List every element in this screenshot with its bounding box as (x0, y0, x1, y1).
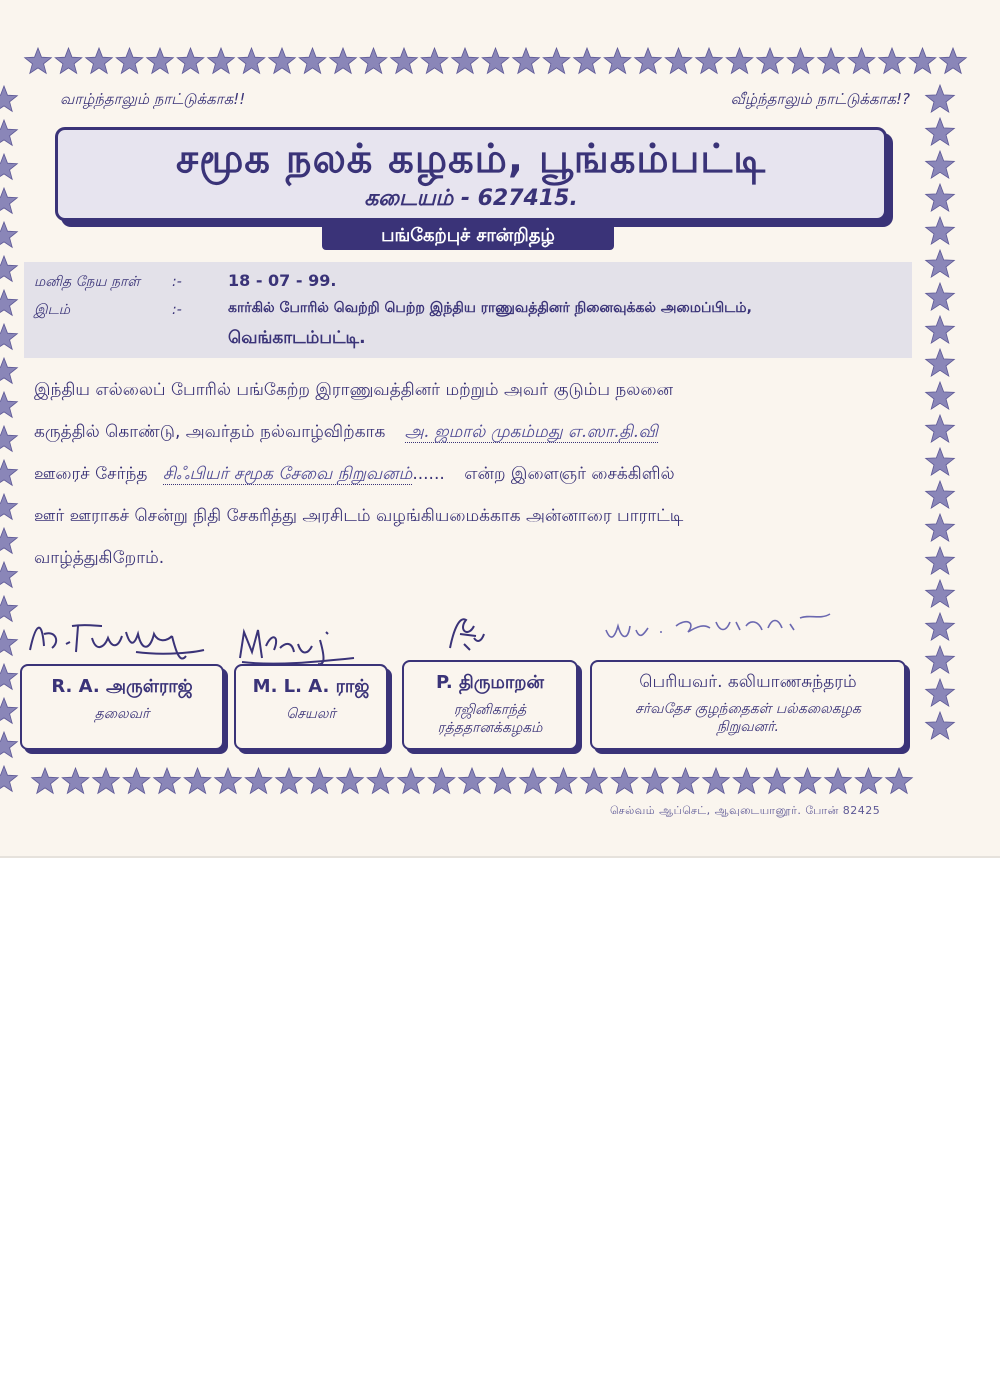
border-star (93, 768, 120, 793)
event-place-value-line1: கார்கில் போரில் வெற்றி பெற்ற இந்திய ராணுவத்தினர் நினைவுக்கல் அமைப்பிடம், (228, 300, 752, 316)
border-star (909, 48, 936, 73)
border-star (520, 768, 547, 793)
event-place-separator: :- (172, 302, 182, 318)
border-star (276, 768, 303, 793)
border-star (25, 48, 52, 73)
border-star (764, 768, 791, 793)
body-line-4: ஊர் ஊராகச் சென்று நிதி சேகரித்து அரசிடம் வழங்கியமைக்காக அன்னாரை பாராட்டி (34, 506, 684, 526)
border-star (787, 48, 814, 73)
border-star (452, 48, 479, 73)
border-star (0, 358, 17, 383)
border-star (818, 48, 845, 73)
border-star (855, 768, 882, 793)
border-star (926, 448, 955, 475)
border-star (367, 768, 394, 793)
border-star (926, 250, 955, 277)
border-star (581, 768, 608, 793)
border-star (926, 646, 955, 673)
border-star (428, 768, 455, 793)
event-details-panel (24, 262, 912, 358)
event-place-label: இடம் (34, 302, 71, 318)
border-star (330, 48, 357, 73)
border-star (0, 630, 17, 655)
body-line-3 (34, 464, 675, 486)
signatory-box-1 (20, 664, 224, 750)
border-star (940, 48, 967, 73)
border-star (0, 766, 17, 791)
body-line-2 (34, 422, 658, 444)
border-star (147, 48, 174, 73)
border-star (604, 48, 631, 73)
signature-4 (600, 600, 840, 650)
signatory-4-role-line2: நிறுவனர். (716, 719, 780, 735)
border-star (398, 768, 425, 793)
border-star (703, 768, 730, 793)
border-star (238, 48, 265, 73)
body-line-3-prefix: ஊரைச் சேர்ந்த (34, 464, 148, 484)
signatory-2-name: M. L. A. ராஜ் (252, 676, 370, 697)
paper-edge (0, 856, 1000, 858)
border-star (611, 768, 638, 793)
border-star (215, 768, 242, 793)
event-place-value-line2: வெங்காடம்பட்டி. (228, 328, 366, 348)
border-star (574, 48, 601, 73)
border-star (665, 48, 692, 73)
border-star (306, 768, 333, 793)
organization-address: கடையம் - 627415. (364, 186, 578, 211)
border-star (86, 48, 113, 73)
signatory-1-name: R. A. அருள்ராஜ் (51, 676, 193, 697)
border-star (672, 768, 699, 793)
border-star (55, 48, 82, 73)
signatory-4-name: பெரியவர். கலியாணசுந்தரம் (639, 672, 857, 692)
border-star (299, 48, 326, 73)
border-star (825, 768, 852, 793)
border-star (848, 48, 875, 73)
body-line-5: வாழ்த்துகிறோம். (34, 548, 165, 568)
border-star (123, 768, 150, 793)
border-star (926, 514, 955, 541)
signatory-3-role (404, 701, 576, 737)
border-star (245, 768, 272, 793)
signature-3 (440, 608, 490, 660)
border-star (0, 256, 17, 281)
border-star (550, 768, 577, 793)
border-star (513, 48, 540, 73)
slogan-left: வாழ்ந்தாலும் நாட்டுக்காக!! (60, 90, 246, 108)
border-star (489, 768, 516, 793)
border-star (154, 768, 181, 793)
border-star (926, 481, 955, 508)
border-star (269, 48, 296, 73)
border-star (926, 613, 955, 640)
signatory-4-role-line1: சர்வதேச குழந்தைகள் பல்கலைகழக (635, 701, 861, 717)
event-date-value: 18 - 07 - 99. (228, 271, 337, 290)
border-star (0, 120, 17, 145)
border-star (926, 712, 955, 739)
border-star (0, 562, 17, 587)
border-star (482, 48, 509, 73)
border-star (0, 426, 17, 451)
border-star (926, 283, 955, 310)
body-line-3-suffix: என்ற இளைஞர் சைக்கிளில் (464, 464, 675, 484)
border-star (0, 86, 17, 111)
border-star (926, 85, 955, 112)
border-star (0, 222, 17, 247)
border-star (32, 768, 59, 793)
border-star (794, 768, 821, 793)
signatory-3-role-line1: ரஜினிகாந்த் (453, 702, 527, 718)
border-star (733, 768, 760, 793)
signatory-1-role: தலைவர் (94, 706, 150, 722)
printer-credit: செல்வம் ஆப்செட், ஆவுடையானூர். போன் 82425 (610, 804, 881, 817)
border-star (421, 48, 448, 73)
border-star (726, 48, 753, 73)
border-star (0, 188, 17, 213)
border-star (184, 768, 211, 793)
border-star (62, 768, 89, 793)
signatory-box-2 (234, 664, 388, 750)
event-date-separator: :- (172, 274, 182, 290)
border-star (926, 382, 955, 409)
border-star (926, 217, 955, 244)
border-star (879, 48, 906, 73)
border-star (459, 768, 486, 793)
border-star (116, 48, 143, 73)
border-star (635, 48, 662, 73)
border-star (0, 732, 17, 757)
event-date-label: மனித நேய நாள் (34, 274, 140, 290)
border-star (177, 48, 204, 73)
signatory-4-role (592, 700, 904, 736)
certificate-type-banner: பங்கேற்புச் சான்றிதழ் (322, 222, 614, 250)
signature-1 (26, 612, 206, 668)
border-star (926, 349, 955, 376)
signatory-3-name: P. திருமாறன் (435, 672, 545, 693)
border-star (0, 596, 17, 621)
border-star (208, 48, 235, 73)
organization-name: சமூக நலக் கழகம், பூங்கம்பட்டி (175, 136, 767, 182)
border-star (0, 494, 17, 519)
border-star (0, 324, 17, 349)
border-star (391, 48, 418, 73)
border-star (757, 48, 784, 73)
handwritten-recipient-name: அ. ஜமால் முகம்மது எ.ஸா.தி.வி (404, 422, 658, 442)
border-star (926, 547, 955, 574)
border-star (0, 290, 17, 315)
border-star (926, 118, 955, 145)
border-star (926, 679, 955, 706)
border-star (0, 392, 17, 417)
border-star (926, 316, 955, 343)
border-star (0, 460, 17, 485)
border-star (337, 768, 364, 793)
border-star (360, 48, 387, 73)
border-star (0, 698, 17, 723)
border-star (0, 154, 17, 179)
border-star (926, 580, 955, 607)
border-star (696, 48, 723, 73)
border-star (926, 151, 955, 178)
signatory-box-4 (590, 660, 906, 750)
body-line-1: இந்திய எல்லைப் போரில் பங்கேற்ற இராணுவத்தினர் மற்றும் அவர் குடும்ப நலனை (34, 380, 673, 400)
signatory-box-3 (402, 660, 578, 750)
border-star (886, 768, 913, 793)
border-star (926, 415, 955, 442)
signature-2 (236, 622, 366, 668)
border-star (0, 664, 17, 689)
signatory-2-role: செயலர் (286, 706, 336, 722)
body-line-2-text: கருத்தில் கொண்டு, அவர்தம் நல்வாழ்விற்காக (34, 422, 386, 442)
border-star (926, 184, 955, 211)
border-star (0, 528, 17, 553)
signatory-3-role-line2: ரத்ததானக்கழகம் (437, 720, 543, 736)
body-line-3-dots: ...... (412, 464, 445, 484)
title-box (55, 127, 887, 221)
handwritten-organization: சிஃபியர் சமூக சேவை நிறுவனம் (162, 464, 413, 484)
border-star (642, 768, 669, 793)
border-star (543, 48, 570, 73)
slogan-right: வீழ்ந்தாலும் நாட்டுக்காக!? (730, 90, 910, 108)
